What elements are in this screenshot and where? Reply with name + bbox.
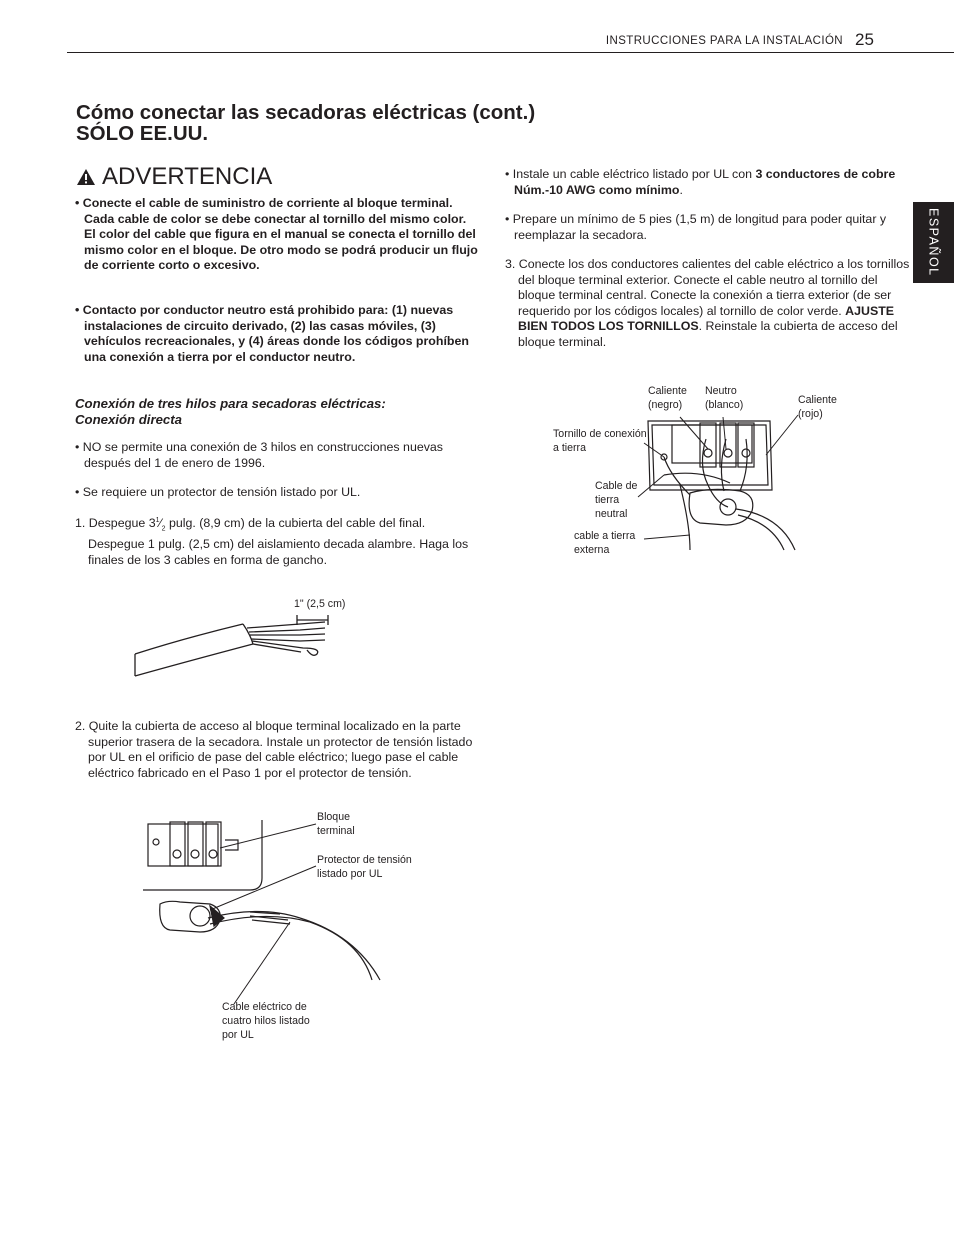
header-section-title: INSTRUCCIONES PARA LA INSTALACIÓN <box>605 35 843 47</box>
language-tab <box>913 202 954 283</box>
right-bullet-1-end: . <box>679 182 683 197</box>
step-3-end: . Reinstale la cubierta de acceso del bloque terminal. <box>518 319 898 349</box>
three-wire-bullet-2: • Se requiere un protector de tensión listado por UL. <box>75 485 361 499</box>
step-1: 1. Despegue $3^1⁄_2$ pulg. (8,9 cm) de la cubierta del cable del final. Despegue 1 pulg. (2,5 cm) del aislamiento decada alambre. Haga los finales de los 3 cables en forma de gancho. <box>75 516 469 567</box>
strain-relief-label: Protector de tensión listado por UL <box>317 854 412 881</box>
neutral-ground-wire-label: Cable de tierra neutral <box>595 480 638 521</box>
step-3 <box>505 257 910 351</box>
step-1-text-a: 1. Despegue 3 <box>75 516 156 531</box>
terminal-block-label: Bloque terminal <box>317 811 355 838</box>
three-wire-bullet-1: • NO se permite una conexión de 3 hilos en construcciones nuevas después del 1 de enero de 1996. <box>75 440 444 470</box>
step-1-fraction-denominator: 2 <box>161 525 166 533</box>
warning-bullet-1: • Conecte el cable de suministro de corriente al bloque terminal. Cada cable de color se debe conectar al tornillo del mismo color. El color del cable que figura en el manual se conecta el tornillo del mismo color en el bloque. De otro modo se podrá producir un flujo de corriente corto o excesivo. <box>75 196 478 273</box>
right-bullet-1-bold: 3 conductores de cobre Núm.-10 AWG como mínimo <box>514 167 896 197</box>
language-tab-label: ESPAÑOL <box>926 208 941 277</box>
three-wire-heading-line1: Conexión de tres hilos para secadoras eléctricas: <box>75 396 386 411</box>
neutral-white-label: Neutro (blanco) <box>705 385 744 412</box>
ground-screw-label: Tornillo de conexión a tierra <box>553 428 647 455</box>
hot-red-label: Caliente (rojo) <box>798 394 837 421</box>
step-3-text: 3. Conecte los dos conductores calientes del cable eléctrico a los tornillos del bloque terminal exterior. Conecte el cable neutro al tornillo del bloque terminal central. Conecte la conexión a tierra exterior (de ser requerido por los códigos locales) al tornillo de color verde. <box>505 257 910 318</box>
page-title-line1: Cómo conectar las secadoras eléctricas (cont.) <box>76 101 536 124</box>
stripped-cable-illustration <box>125 610 345 685</box>
hot-black-label: Caliente (negro) <box>648 385 687 412</box>
right-bullet-2: • Prepare un mínimo de 5 pies (1,5 m) de longitud para poder quitar y reemplazar la secadora. <box>505 212 887 242</box>
header-rule <box>67 52 954 53</box>
warning-heading-text: ADVERTENCIA <box>102 163 273 190</box>
strip-dimension-label: 1" (2,5 cm) <box>294 598 346 610</box>
step-3-bold: AJUSTE BIEN TODOS LOS TORNILLOS <box>518 303 895 334</box>
step-2: 2. Quite la cubierta de acceso al bloque terminal localizado en la parte superior trasera de la secadora. Instale un protector de tensión listado por UL en el orificio de pase del cable eléctrico; luego pase el cable eléctrico fabricado en el Paso 1 por el protector de tensión. <box>75 719 473 780</box>
right-bullet-1-text: • Instale un cable eléctrico listado por UL con <box>505 167 756 181</box>
page-title <box>76 102 616 144</box>
four-wire-cable-label: Cable eléctrico de cuatro hilos listado por UL <box>222 1001 310 1042</box>
page-number: 25 <box>855 30 874 49</box>
step-1-text-b: pulg. (8,9 cm) de la cubierta del cable del final. Despegue 1 pulg. (2,5 cm) del aislamiento decada alambre. Haga los finales de los 3 cables en forma de gancho. <box>88 516 469 567</box>
external-ground-wire-label: cable a tierra externa <box>574 530 636 557</box>
warning-bullet-2: • Contacto por conductor neutro está prohibido para: (1) nuevas instalaciones de circuito derivado, (2) las casas móviles, (3) vehículos recreacionales, y (4) áreas donde los códigos prohíben una conexión a tierra por el conductor neutro. <box>75 303 469 364</box>
three-wire-heading <box>75 396 470 428</box>
warning-heading <box>76 163 272 191</box>
right-bullet-1 <box>505 167 906 198</box>
page-title-line2: SÓLO EE.UU. <box>76 122 209 145</box>
three-wire-heading-line2: Conexión directa <box>75 412 182 427</box>
warning-triangle-icon <box>76 168 96 186</box>
step-1-fraction-numerator: 1 <box>155 517 160 524</box>
